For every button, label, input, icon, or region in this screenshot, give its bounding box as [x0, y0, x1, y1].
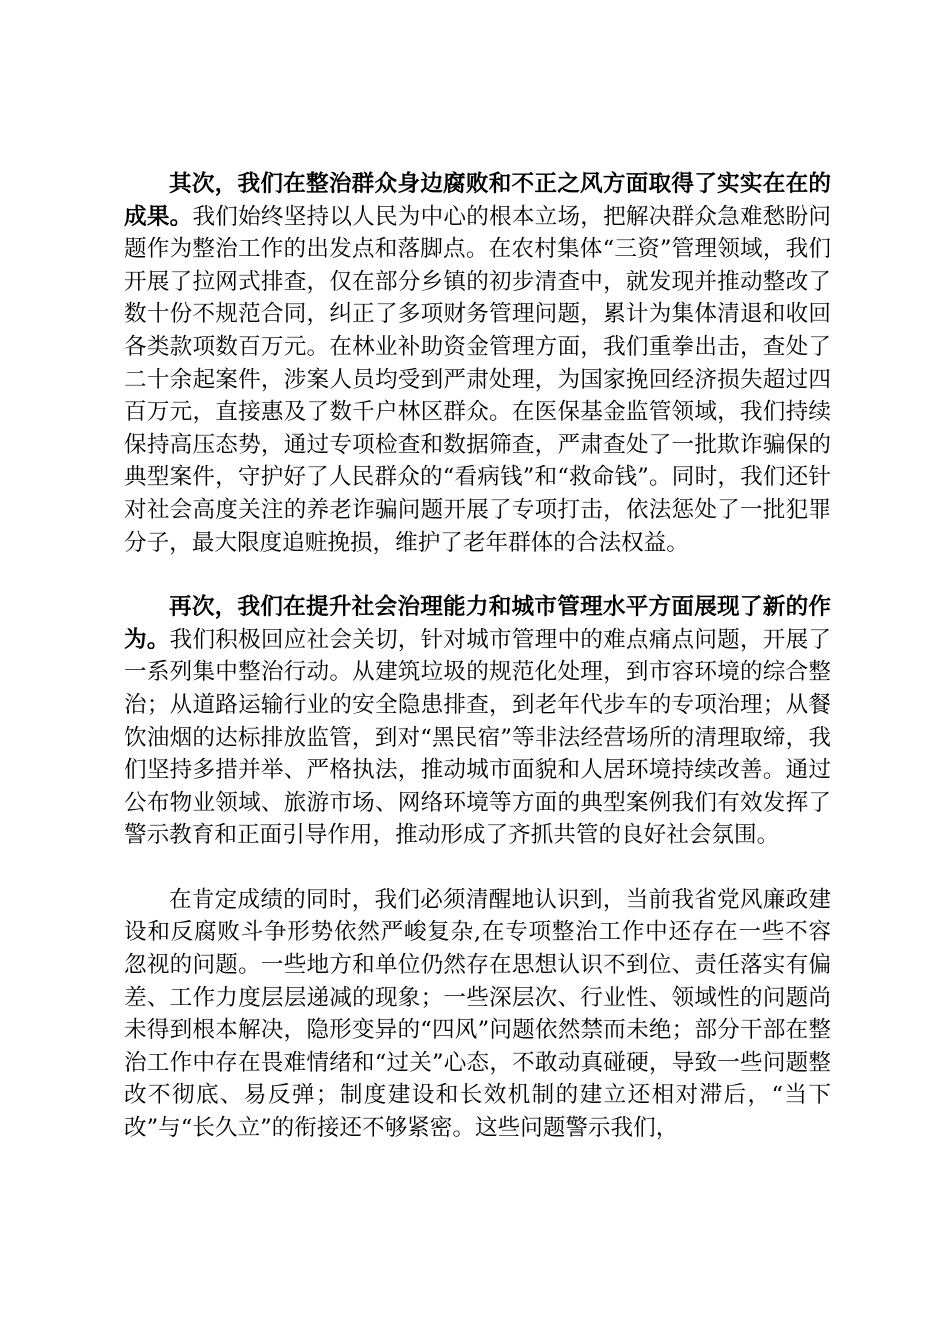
document-body: [124, 168, 831, 1177]
paragraph-body-text: 我们积极回应社会关切，针对城市管理中的难点痛点问题，开展了一系列集中整治行动。从建筑垃圾的规范化处理，到市容环境的综合整治；从道路运输行业的安全隐患排查，到老年代步车的专项治理；从餐饮油烟的达标排放监管，到对“黑民宿”等非法经营场所的清理取缔，我们坚持多措并举、严格执法，推动城市面貌和人居环境持续改善。通过公布物业领域、旅游市场、网络环境等方面的典型案例我们有效发挥了警示教育和正面引导作用，推动形成了齐抓共管的良好社会氛围。: [124, 626, 832, 849]
paragraph-body-text: 我们始终坚持以人民为中心的根本立场，把解决群众急难愁盼问题作为整治工作的出发点和落脚点。在农村集体“三资”管理领域，我们开展了拉网式排查，仅在部分乡镇的初步清查中，就发现并推动整改了数十份不规范合同，纠正了多项财务管理问题，累计为集体清退和收回各类款项数百万元。在林业补助资金管理方面，我们重拳出击，查处了二十余起案件，涉案人员均受到严肃处理，为国家挽回经济损失超过四百万元，直接惠及了数千户林区群众。在医保基金监管领域，我们持续保持高压态势，通过专项检查和数据筛查，严肃查处了一批欺诈骗保的典型案件，守护好了人民群众的“看病钱”和“救命钱”。同时，我们还针对社会高度关注的养老诈骗问题开展了专项打击，依法惩处了一批犯罪分子，最大限度追赃挽损，维护了老年群体的合法权益。: [124, 203, 832, 556]
paragraph-body-text: 在肯定成绩的同时，我们必须清醒地认识到，当前我省党风廉政建设和反腐败斗争形势依然严峻复杂,在专项整治工作中还存在一些不容忽视的问题。一些地方和单位仍然存在思想认识不到位、责任落实有偏差、工作力度层层递减的现象；一些深层次、行业性、领域性的问题尚未得到根本解决，隐形变异的“四风”问题依然禁而未绝；部分干部在整治工作中存在畏难情绪和“过关”心态，不敢动真碰硬，导致一些问题整改不彻底、易反弹；制度建设和长效机制的建立还相对滞后，“当下改”与“长久立”的衔接还不够紧密。这些问题警示我们，: [124, 886, 831, 1142]
paragraph-achievements-governance: [124, 591, 831, 852]
paragraph-problems: [124, 884, 831, 1145]
paragraph-lead-heading: 再次，我们在提升社会治理能力和城市管理水平方面展现了新的作为。: [124, 594, 831, 653]
paragraph-lead-heading: 其次，我们在整治群众身边腐败和不正之风方面取得了实实在在的成果。: [124, 171, 831, 230]
paragraph-achievements-corruption: [124, 168, 831, 559]
